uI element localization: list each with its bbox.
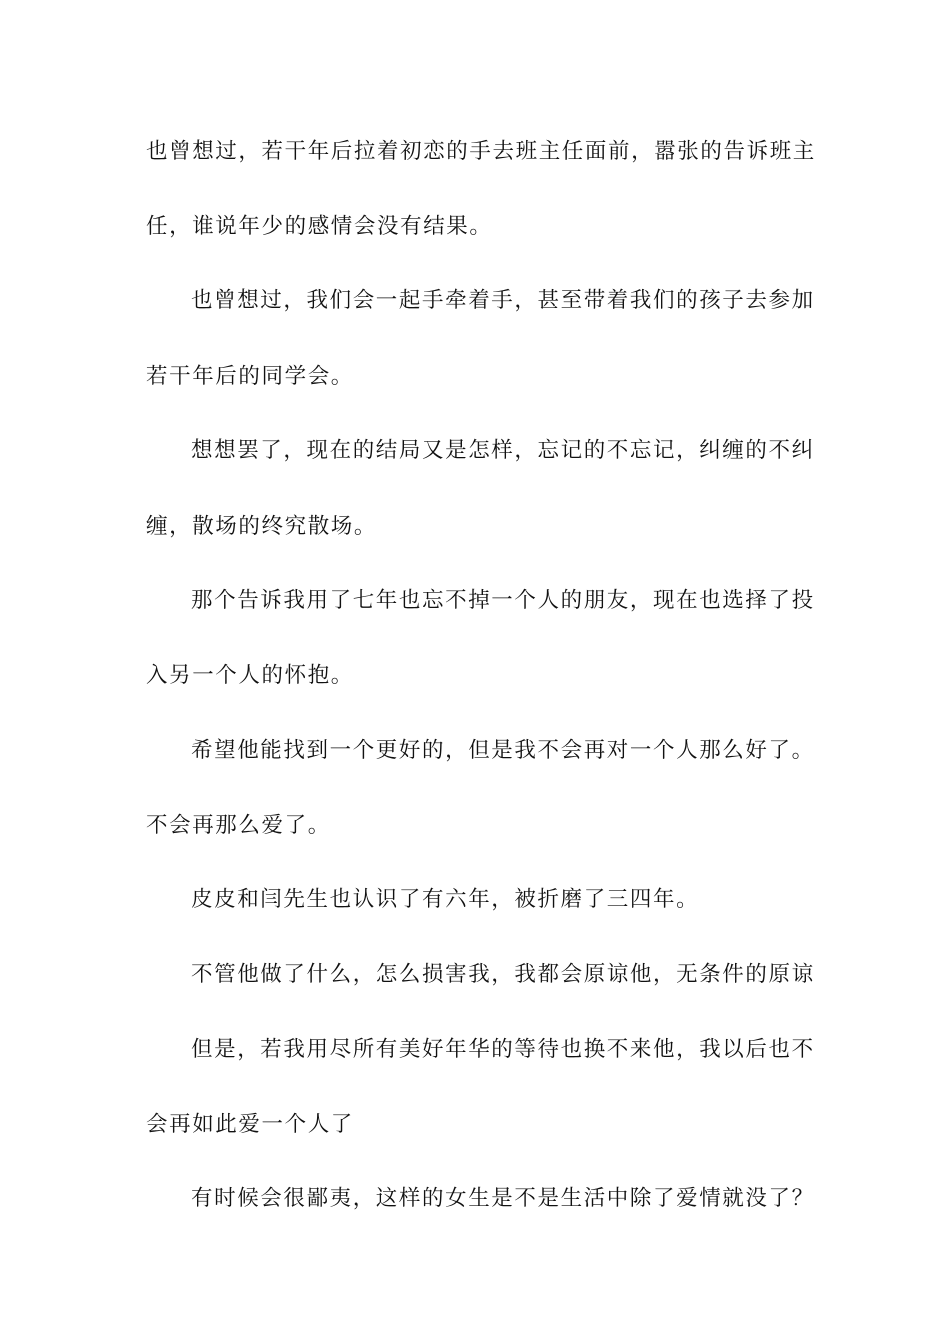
paragraph-7-line-1: 不管他做了什么，怎么损害我，我都会原谅他，无条件的原谅 — [191, 962, 815, 987]
paragraph-8-line-1: 但是，若我用尽所有美好年华的等待也换不来他，我以后也不 — [191, 1037, 815, 1062]
paragraph-3-line-2: 缠，散场的终究散场。 — [146, 514, 378, 539]
paragraph-1-line-1: 也曾想过，若干年后拉着初恋的手去班主任面前，嚣张的告诉班主 — [146, 139, 816, 164]
paragraph-1-line-2: 任，谁说年少的感情会没有结果。 — [146, 214, 493, 239]
paragraph-3-line-1: 想想罢了，现在的结局又是怎样，忘记的不忘记，纠缠的不纠 — [191, 438, 815, 463]
paragraph-5-line-1: 希望他能找到一个更好的，但是我不会再对一个人那么好了。 — [191, 738, 815, 763]
paragraph-6-line-1: 皮皮和闫先生也认识了有六年，被折磨了三四年。 — [191, 887, 700, 912]
paragraph-2-line-2: 若干年后的同学会。 — [146, 364, 354, 389]
paragraph-5-line-2: 不会再那么爱了。 — [146, 813, 331, 838]
paragraph-9-line-1: 有时候会很鄙夷，这样的女生是不是生活中除了爱情就没了？ — [191, 1186, 815, 1211]
paragraph-8-line-2: 会再如此爱一个人了 — [146, 1112, 354, 1137]
paragraph-4-line-2: 入另一个人的怀抱。 — [146, 663, 354, 688]
paragraph-2-line-1: 也曾想过，我们会一起手牵着手，甚至带着我们的孩子去参加 — [191, 288, 815, 313]
paragraph-4-line-1: 那个告诉我用了七年也忘不掉一个人的朋友，现在也选择了投 — [191, 588, 815, 613]
